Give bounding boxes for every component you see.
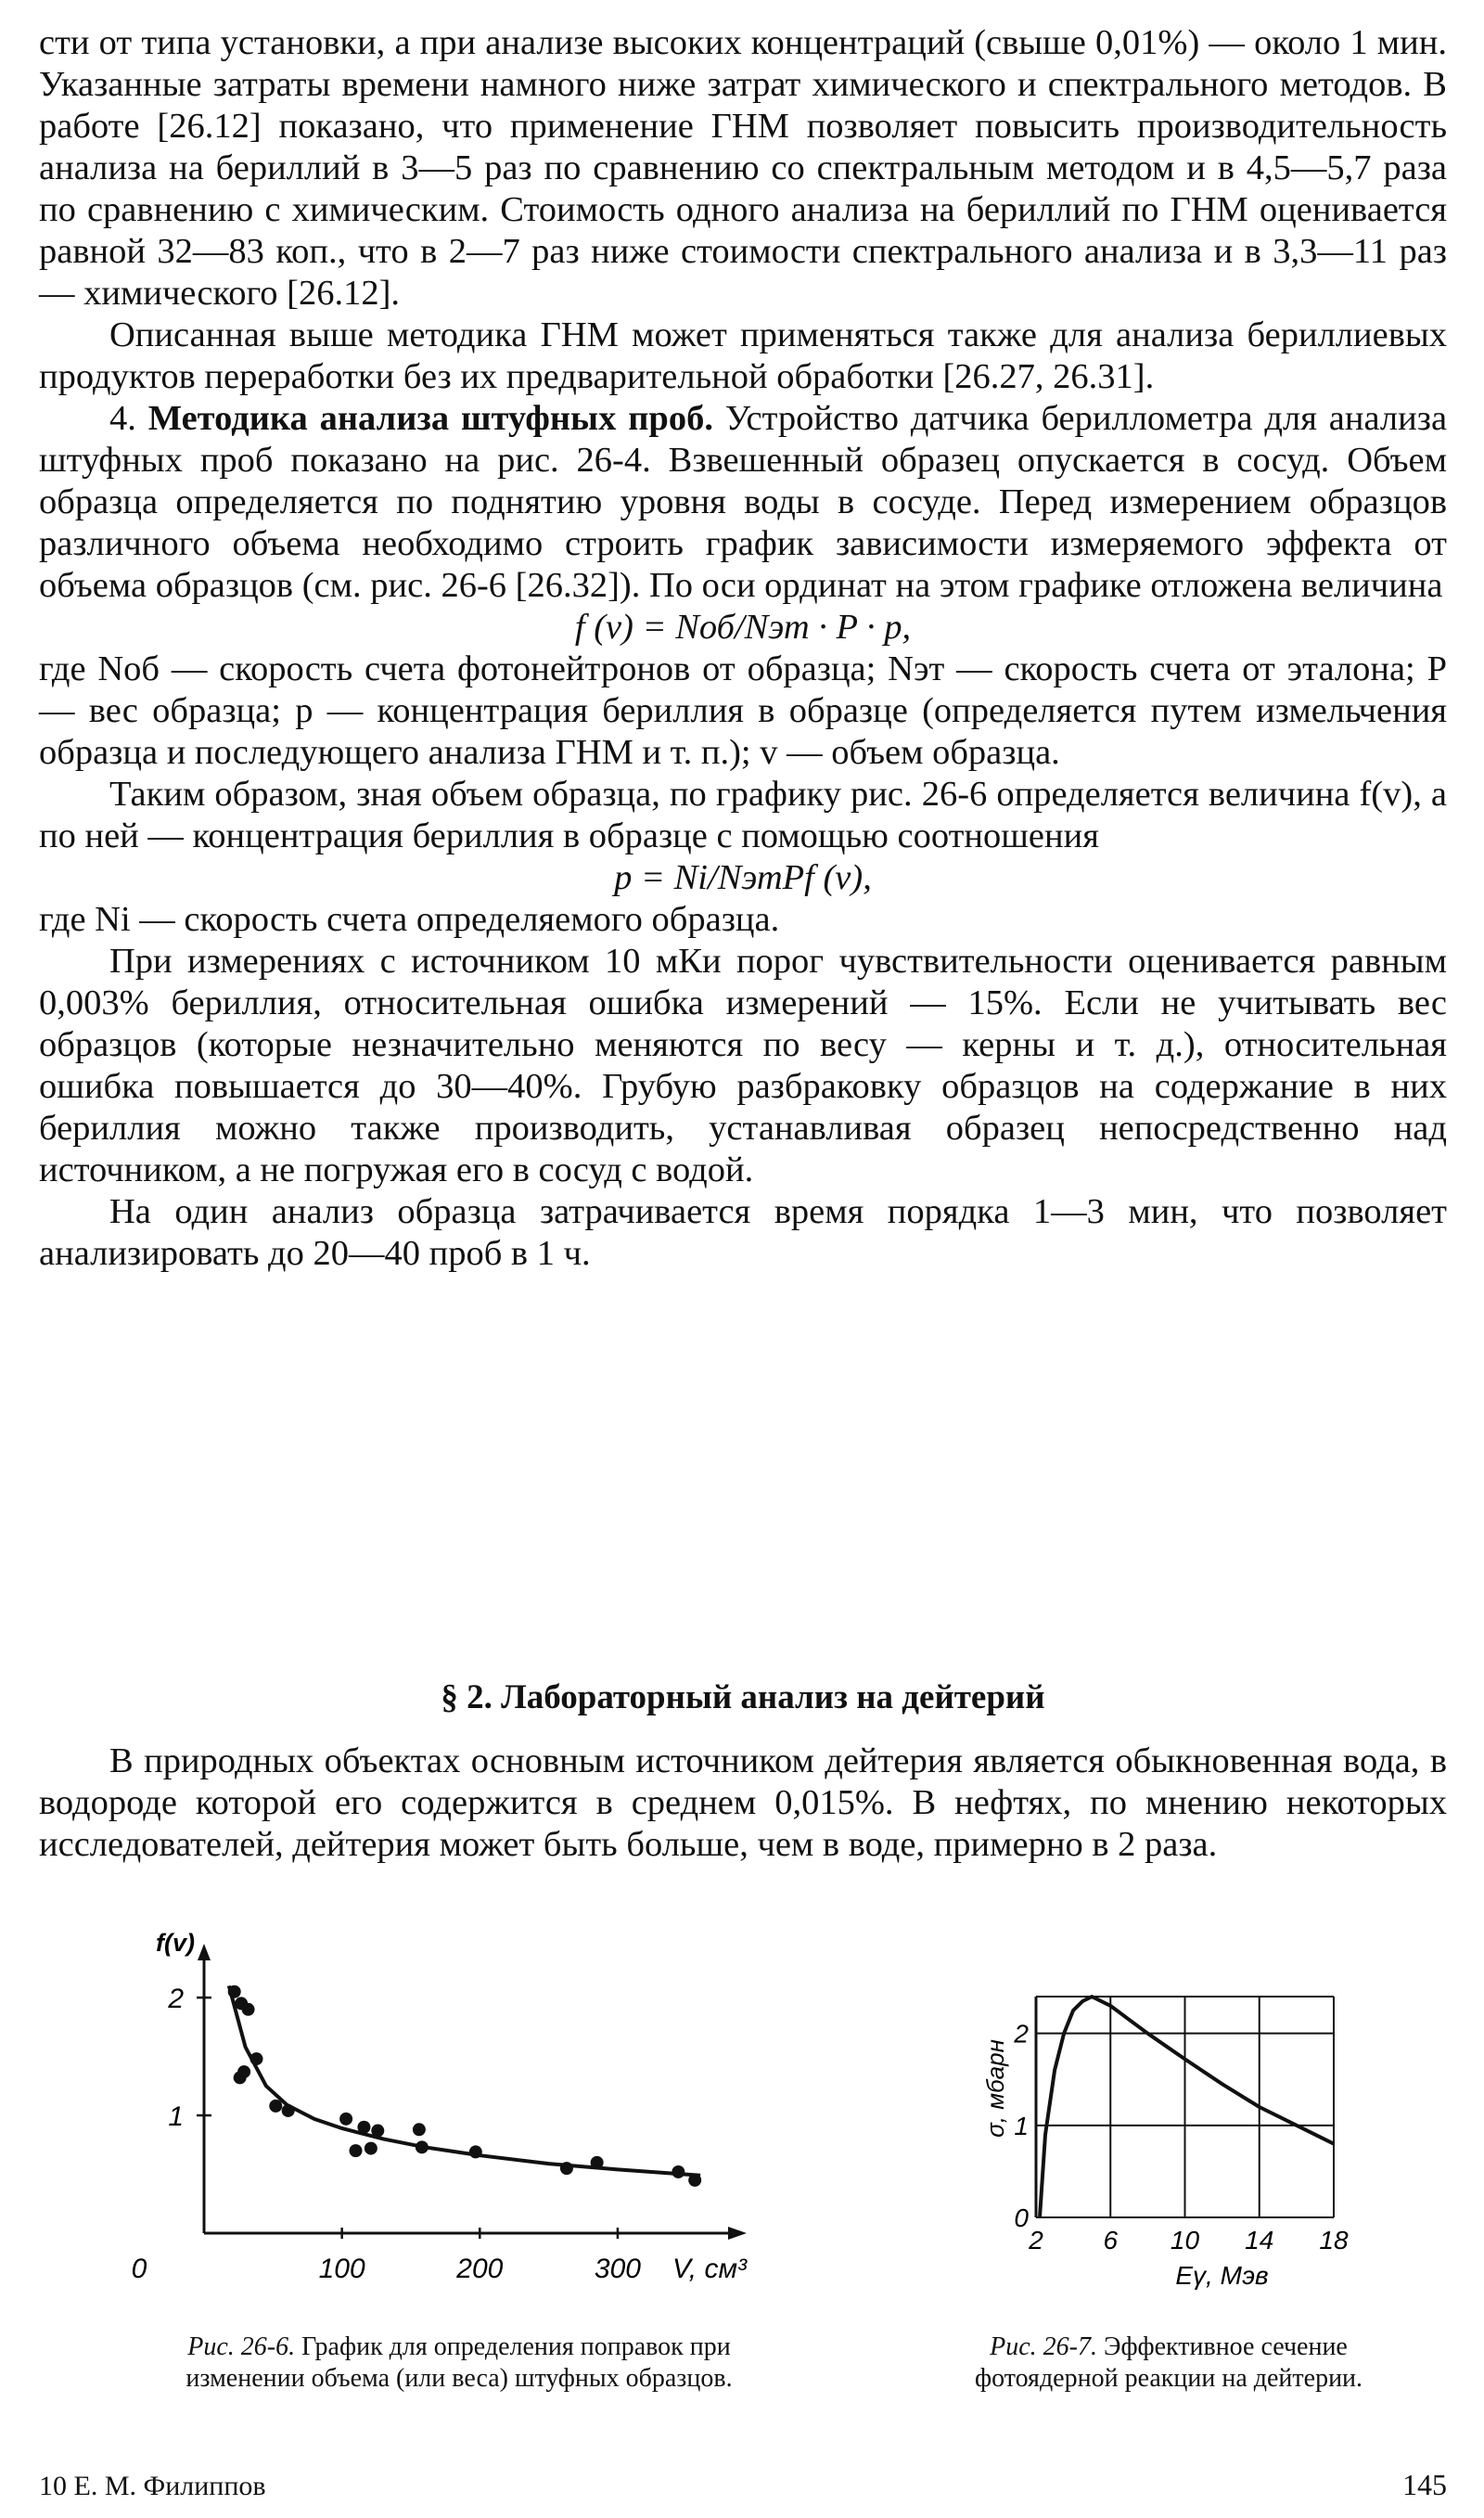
data-point bbox=[237, 2065, 250, 2078]
y-axis-arrow bbox=[198, 1944, 211, 1960]
paragraph-1: сти от типа установки, а при анализе высоких концентраций (свыше 0,01%) — около 1 мин. Указанные затраты времени намного ниже затрат химического и спектрального методов. В работе [26.12] показано, что применение ГНМ позволяет повысить производительность анализа на бериллий в 3—5 раз по сравнению со спектральным методом и в 4,5—5,7 раза по сравнению с химическим. Стоимость одного анализа на бериллий по ГНМ оценивается равной 32—83 коп., что в 2—7 раз ниже стоимости спектрального анализа и в 3,3—11 раз — химического [26.12]. bbox=[39, 23, 1447, 313]
x-axis-label: V, см³ bbox=[672, 2254, 748, 2284]
data-point bbox=[357, 2121, 370, 2134]
caption-label: Рис. 26-6. bbox=[187, 2332, 296, 2361]
x-tick-label: 10 bbox=[1170, 2226, 1200, 2255]
x-tick-label: 100 bbox=[318, 2254, 365, 2284]
footer-signature: 10 Е. М. Филиппов bbox=[39, 2471, 266, 2501]
data-point bbox=[339, 2113, 352, 2126]
section-heading: § 2. Лабораторный анализ на дейтерий bbox=[441, 1678, 1045, 1716]
y-axis bbox=[1035, 1997, 1038, 2217]
x-axis-arrow bbox=[728, 2227, 747, 2240]
x-tick-label: 14 bbox=[1245, 2226, 1274, 2255]
y-tick-label: 1 bbox=[1014, 2111, 1029, 2140]
item-number: 4. bbox=[109, 399, 136, 438]
data-point bbox=[282, 2104, 295, 2117]
data-point bbox=[416, 2140, 429, 2153]
figure-26-7 bbox=[969, 1985, 1359, 2292]
page-number: 145 bbox=[1402, 2468, 1447, 2501]
data-point bbox=[560, 2162, 573, 2175]
data-point bbox=[350, 2144, 363, 2157]
data-point bbox=[269, 2100, 282, 2113]
scatter-chart bbox=[121, 1929, 751, 2306]
caption-text: Эффективное сечение фотоядерной реакции на дейтерии. bbox=[974, 2332, 1363, 2393]
x-tick-label: 200 bbox=[456, 2254, 504, 2284]
y-tick-label: 1 bbox=[168, 2101, 184, 2133]
y-tick-label: 2 bbox=[168, 1984, 184, 2015]
figure-26-7-caption bbox=[974, 2332, 1363, 2395]
data-point bbox=[688, 2174, 701, 2187]
y-axis-label: σ, мбарн bbox=[981, 2039, 1009, 2138]
data-point bbox=[672, 2165, 684, 2178]
data-point bbox=[249, 2052, 262, 2065]
data-point bbox=[591, 2156, 604, 2169]
paragraph-4: где Nоб — скорость счета фотонейтронов от образца; Nэт — скорость счета от эталона; P — вес образца; p — концентрация бериллия в образце (определяется путем измельчения образца и последующего анализа ГНМ и т. п.); v — объем образца. bbox=[39, 649, 1447, 772]
x-tick-label: 18 bbox=[1319, 2226, 1349, 2255]
y-tick-label: 2 bbox=[1014, 2019, 1029, 2049]
x-axis-label: Eγ, Мэв bbox=[1175, 2261, 1269, 2290]
x-tick-label: 0 bbox=[131, 2254, 147, 2284]
y-tick-label: 0 bbox=[1014, 2203, 1029, 2232]
figure-26-6 bbox=[121, 1929, 751, 2306]
formula-2: p = Ni/NэтPf (v), bbox=[614, 858, 872, 897]
paragraph-3 bbox=[39, 398, 1447, 607]
paragraph-7: При измерениях с источником 10 мКи порог чувствительности оценивается равным 0,003% бериллия, относительная ошибка измерений — 15%. Если не учитывать вес образцов (которые незначительно меняются по весу — керны и т. д.), относительная ошибка повышается до 30—40%. Грубую разбраковку образцов на содержание в них бериллия можно также производить, устанавливая образец непосредственно над источником, а не погружая его в сосуд с водой. bbox=[39, 942, 1447, 1189]
paragraph-8: На один анализ образца затрачивается время порядка 1—3 мин, что позволяет анализировать до 20—40 проб в 1 ч. bbox=[39, 1192, 1447, 1273]
caption-text: График для определения поправок при изменении объема (или веса) штуфных образцов. bbox=[186, 2332, 733, 2393]
figure-26-6-caption bbox=[139, 2332, 779, 2395]
x-tick-label: 300 bbox=[594, 2254, 641, 2284]
item-body: Устройство датчика бериллометра для анализа штуфных проб показано на рис. 26-4. Взвешенный образец опускается в сосуд. Объем образца определяется по поднятию уровня воды в сосуде. Перед измерением образцов различного объема необходимо строить график зависимости измеряемого эффекта от объема образцов (см. рис. 26-6 [26.32]). По оси ординат на этом графике отложена величина bbox=[39, 399, 1448, 605]
data-point bbox=[242, 2003, 255, 2016]
caption-label: Рис. 26-7. bbox=[990, 2332, 1097, 2361]
x-tick-label: 6 bbox=[1103, 2226, 1119, 2255]
paragraph-6: где Ni — скорость счета определяемого образца. bbox=[39, 900, 780, 939]
paragraph-2: Описанная выше методика ГНМ может применяться также для анализа бериллиевых продуктов переработки без их предварительной обработки [26.27, 26.31]. bbox=[39, 315, 1447, 396]
body-text-top bbox=[39, 22, 1447, 1275]
x-tick-label: 2 bbox=[1029, 2226, 1043, 2255]
paragraph-9: В природных объектах основным источником дейтерия является обыкновенная вода, в водороде которой его содержится в среднем 0,015%. В нефтях, по мнению некоторых исследователей, дейтерия может быть больше, чем в воде, примерно в 2 раза. bbox=[39, 1741, 1447, 1864]
item-title: Методика анализа штуфных проб. bbox=[147, 399, 713, 438]
line-chart bbox=[969, 1985, 1359, 2292]
body-text-bottom bbox=[39, 1741, 1447, 1866]
data-point bbox=[365, 2142, 377, 2155]
data-point bbox=[371, 2125, 384, 2138]
cross-section-curve bbox=[1040, 1997, 1334, 2217]
formula-1: f (v) = Nоб/Nэт · P · p, bbox=[574, 608, 912, 647]
data-point bbox=[228, 1985, 241, 1998]
fit-curve bbox=[229, 1985, 700, 2175]
data-point bbox=[469, 2145, 482, 2158]
data-point bbox=[413, 2123, 426, 2136]
y-axis-label: f(v) bbox=[156, 1929, 195, 1957]
paragraph-5: Таким образом, зная объем образца, по графику рис. 26-6 определяется величина f(v), а по ней — концентрация бериллия в образце с помощью соотношения bbox=[39, 775, 1447, 855]
